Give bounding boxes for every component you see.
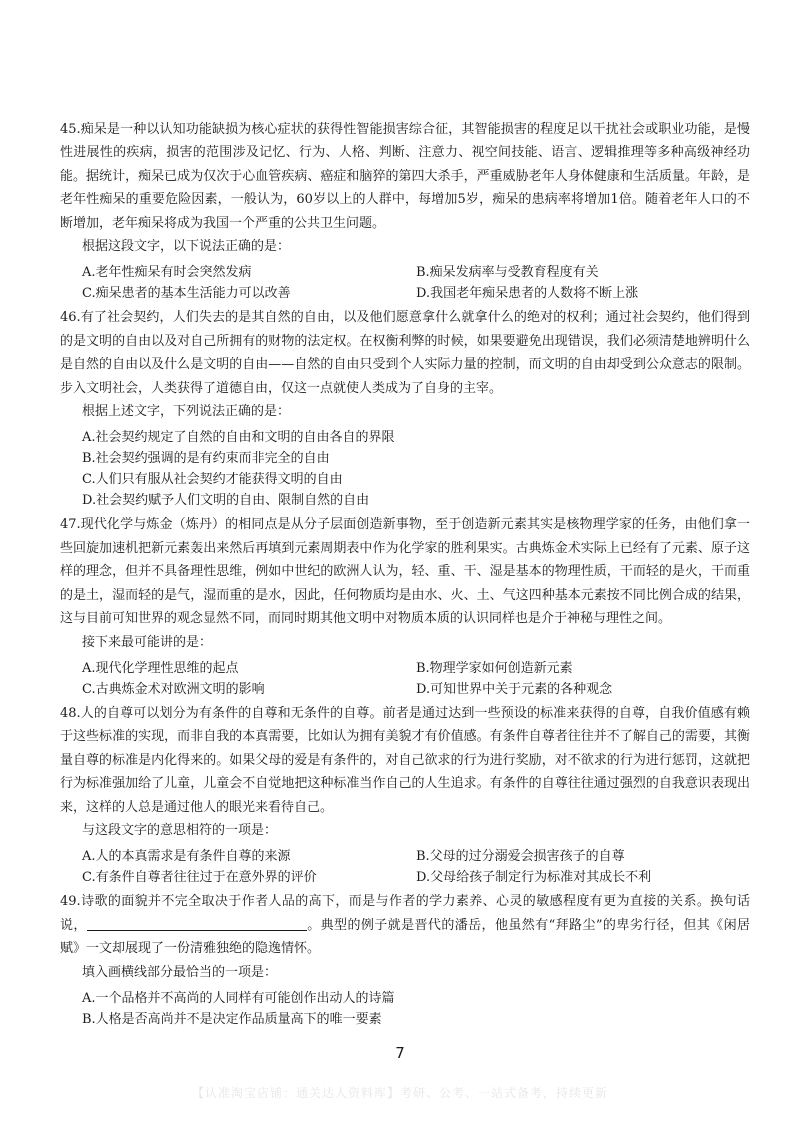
option-b: B.痴呆发病率与受教育程度有关: [416, 265, 599, 281]
question-stem: [60, 118, 750, 235]
question-45: [60, 118, 750, 304]
question-prompt: 填入画横线部分最恰当的一项是：: [82, 964, 278, 980]
fill-in-blank: [87, 916, 307, 931]
options: [82, 262, 750, 304]
options: [82, 427, 750, 511]
question-number: 46.: [60, 310, 81, 326]
option-b: B.社会契约强调的是有约束而非完全的自由: [82, 451, 330, 467]
question-49: [60, 890, 750, 1030]
question-text-after-blank: 。典型的例子就是晋代的潘岳，他虽然有“拜路尘”的卑劣行径，但其《闲居赋》一文却展现了一份清雅独绝的隐逸情怀。: [60, 917, 750, 957]
question-prompt: 接下来最可能讲的是：: [82, 634, 213, 650]
option-b: B.物理学家如何创造新元素: [416, 660, 573, 676]
question-number: 48.: [60, 705, 81, 721]
question-47: [60, 513, 750, 699]
question-stem: [60, 513, 750, 630]
question-text: 痴呆是一种以认知功能缺损为核心症状的获得性智能损害综合征，其智能损害的程度足以干扰社会或职业功能，是慢性进展性的疾病，损害的范围涉及记忆、行为、人格、判断、注意力、视空间技能、语言、逻辑推理等多种高级神经功能。据统计，痴呆已成为仅次于心血管疾病、癌症和脑猝的第四大杀手，严重威胁老年人身体健康和生活质量。年龄，是老年性痴呆的重要危险因素，一般认为，60岁以上的人群中，每增加5岁，痴呆的患病率将增加1倍。随着老年人口的不断增加，老年痴呆将成为我国一个严重的公共卫生问题。: [60, 122, 750, 231]
option-d: D.我国老年痴呆患者的人数将不断上涨: [416, 286, 639, 302]
option-a: A.现代化学理性思维的起点: [82, 660, 239, 676]
option-d: D.社会契约赋予人们文明的自由、限制自然的自由: [82, 493, 370, 509]
option-a: A.人的本真需求是有条件自尊的来源: [82, 849, 291, 865]
question-prompt: 根据上述文字，下列说法正确的是：: [82, 404, 291, 420]
option-c: C.有条件自尊者往往过于在意外界的评价: [82, 870, 317, 886]
watermark-text: 【认准淘宝店铺：通关达人资料库】考研、公考、一站式备考，持续更新: [191, 1086, 608, 1100]
question-stem: [60, 306, 750, 400]
question-number: 45.: [60, 122, 81, 137]
question-number: 49.: [60, 894, 81, 910]
question-stem: [60, 890, 750, 960]
question-stem: [60, 702, 750, 819]
option-a: A.社会契约规定了自然的自由和文明的自由各自的界限: [82, 430, 395, 446]
question-text: 现代化学与炼金（炼丹）的相同点是从分子层面创造新事物，至于创造新元素其实是核物理学家的任务，由他们拿一些回旋加速机把新元素轰出来然后再填到元素周期表中作为化学家的胜利果实。古典炼金术实际上已经有了元素、原子这样的理念，但并不具备理性思维，例如中世纪的欧洲人认为，轻、重、干、湿是基本的物理性质，干而轻的是火，干而重的是土，湿而轻的是气，湿而重的是水，因此，任何物质均是由水、火、土、气这四种基本元素按不同比例合成的结果，这与目前可知世界的观念显然不同，而同时期其他文明中对物质本质的认识同样也是介于神秘与理性之间。: [60, 517, 750, 627]
options: [82, 846, 750, 888]
option-d: D.可知世界中关于元素的各种观念: [416, 681, 613, 697]
option-b: B.人格是否高尚并不是决定作品质量高下的唯一要素: [82, 1011, 382, 1027]
option-a: A.一个品格并不高尚的人同样有可能创作出动人的诗篇: [82, 990, 395, 1006]
options: [82, 988, 750, 1030]
question-list: [60, 118, 750, 1032]
question-text: 有了社会契约，人们失去的是其自然的自由，以及他们愿意拿什么就拿什么的绝对的权利；通过社会契约，他们得到的是文明的自由以及对自己所拥有的财物的法定权。在权衡利弊的时候，如果要避免出现错误，我们必须清楚地辨明什么是自然的自由以及什么是文明的自由——自然的自由只受到个人实际力量的控制，而文明的自由却受到公众意志的限制。步入文明社会，人类获得了道德自由，仅这一点就使人类成为了自身的主宰。: [60, 310, 750, 396]
question-prompt: 根据这段文字，以下说法正确的是：: [82, 239, 291, 255]
question-text: 人的自尊可以划分为有条件的自尊和无条件的自尊。前者是通过达到一些预设的标准来获得的自尊，自我价值感有赖于这些标准的实现，而非自我的本真需要，比如认为拥有美貌才有价值感。有条件自尊者往往并不了解自己的需要，其衡量自尊的标准是内化得来的。如果父母的爱是有条件的，对自己欲求的行为进行奖励，对不欲求的行为进行惩罚，这就把行为标准强加给了儿童，儿童会不自觉地把这种标准当作自己的人生追求。有条件的自尊往往通过强烈的自我意识表现出来，这样的人总是通过他人的眼光来看待自己。: [60, 705, 750, 815]
option-c: C.古典炼金术对欧洲文明的影响: [82, 681, 265, 697]
option-c: C.人们只有服从社会契约才能获得文明的自由: [82, 472, 343, 488]
question-prompt: 与这段文字的意思相符的一项是：: [82, 822, 278, 838]
option-b: B.父母的过分溺爱会损害孩子的自尊: [416, 849, 625, 865]
question-number: 47.: [60, 517, 81, 533]
page-number: 7: [395, 1044, 405, 1062]
option-a: A.老年性痴呆有时会突然发病: [82, 265, 252, 281]
question-46: [60, 306, 750, 511]
option-c: C.痴呆患者的基本生活能力可以改善: [82, 286, 291, 302]
options: [82, 658, 750, 700]
question-48: [60, 702, 750, 888]
question-text-before-blank: 诗歌的面貌并不完全取决于作者人品的高下，而是与作者的学力素养、心灵的敏感程度有更为直接的关系。换句话说，: [60, 894, 750, 933]
option-d: D.父母给孩子制定行为标准对其成长不利: [416, 870, 652, 886]
